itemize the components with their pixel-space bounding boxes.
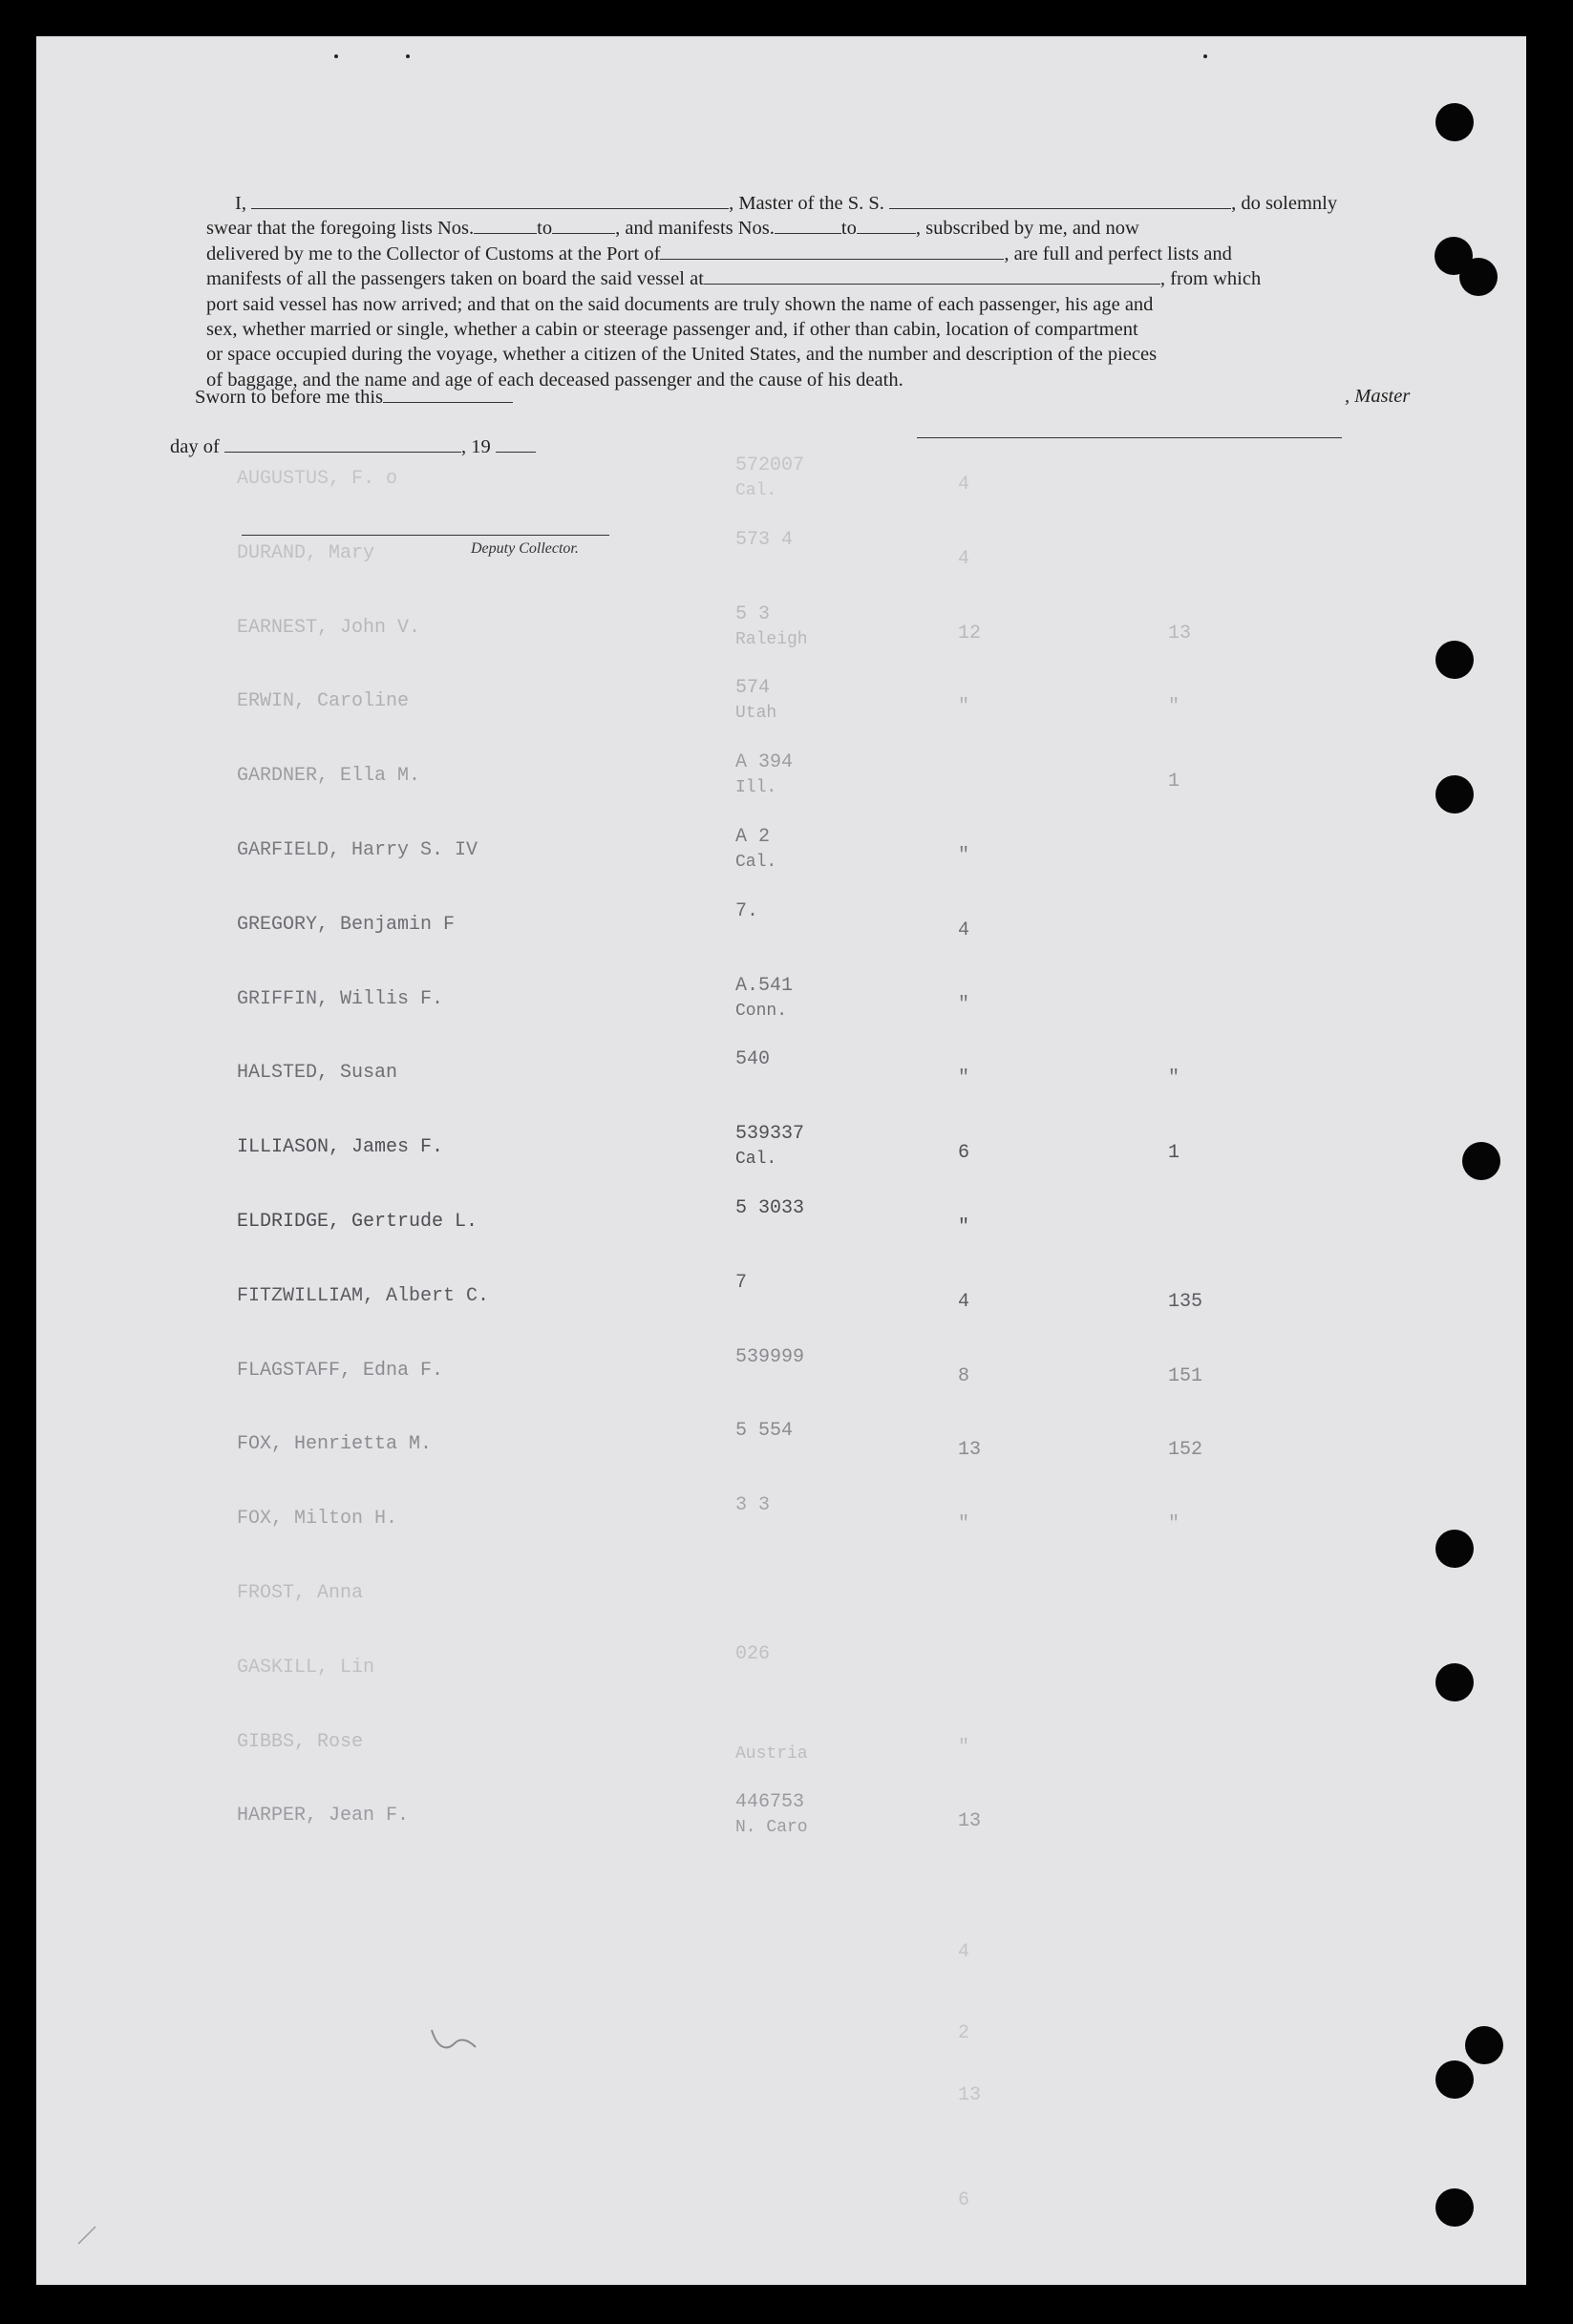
oath-solemnly: , do solemnly (1231, 193, 1338, 214)
faint-count-mark: 13 (958, 2084, 982, 2106)
sworn-before-text (195, 386, 513, 409)
master-label: , Master (1345, 386, 1411, 407)
count-column-1: 13 (958, 1439, 982, 1461)
count-column-2: " (1168, 1513, 1180, 1535)
oath-manifests-of: manifests of all the passengers taken on board the said vessel at (206, 268, 704, 290)
passenger-number: 540 (735, 1048, 771, 1070)
punch-hole-icon (1435, 1530, 1474, 1568)
passenger-name: GRIFFIN, Willis F. (237, 988, 444, 1010)
passenger-name: GARDNER, Ella M. (237, 765, 421, 787)
count-column-1: 4 (958, 474, 970, 496)
sworn-before-label: Sworn to before me this (195, 387, 383, 408)
passenger-place: Cal. (735, 853, 777, 872)
passenger-name: FOX, Henrietta M. (237, 1433, 433, 1455)
master-name-blank[interactable] (251, 192, 729, 209)
oath-i: I, (235, 193, 246, 214)
punch-hole-icon (1459, 258, 1498, 296)
oath-and-manifests: , and manifests Nos. (615, 218, 775, 240)
oath-line-7: or space occupied during the voyage, whether a citizen of the United States, and the number and description of the pieces (206, 344, 1158, 366)
oath-subscribed: , subscribed by me, and now (915, 218, 1139, 240)
stray-mark-icon (74, 2221, 103, 2250)
faint-count-mark: 4 (958, 1941, 970, 1963)
count-column-1: " (958, 994, 970, 1016)
oath-paragraph (206, 191, 1427, 392)
oath-line-6: sex, whether married or single, whether a cabin or steerage passenger and, if other than cabin, location of compartment (206, 319, 1138, 341)
year-prefix: , 19 (460, 436, 491, 457)
passenger-number: A.541 (735, 975, 794, 997)
speck-mark-icon (1203, 54, 1207, 58)
passenger-name: DURAND, Mary (237, 542, 375, 564)
count-column-2: 151 (1168, 1365, 1203, 1387)
passenger-number: 573 4 (735, 529, 794, 551)
passenger-name: HARPER, Jean F. (237, 1805, 410, 1827)
deputy-collector-signature-line[interactable] (242, 535, 609, 536)
punch-hole-icon (1462, 1142, 1500, 1180)
passenger-number: 539999 (735, 1346, 805, 1368)
lists-to-blank[interactable] (552, 217, 615, 234)
count-column-2: 1 (1168, 1142, 1180, 1164)
pen-mark-icon (426, 2022, 483, 2060)
passenger-name: ELDRIDGE, Gertrude L. (237, 1211, 478, 1233)
count-column-2: " (1168, 1067, 1180, 1089)
passenger-name: GASKILL, Lin (237, 1657, 375, 1679)
count-column-1: " (958, 696, 970, 718)
ship-name-blank[interactable] (889, 192, 1231, 209)
count-column-1: " (958, 1216, 970, 1238)
passenger-number: 3 3 (735, 1494, 771, 1516)
passenger-number: 7. (735, 900, 759, 922)
count-column-1: " (958, 1737, 970, 1759)
passenger-name: AUGUSTUS, F. o (237, 468, 398, 490)
passenger-number: A 394 (735, 751, 794, 773)
count-column-1: " (958, 1067, 970, 1089)
passenger-place: Conn. (735, 1002, 788, 1021)
count-column-2: 135 (1168, 1291, 1203, 1313)
sworn-day-blank[interactable] (383, 386, 513, 403)
punch-hole-icon (1435, 1663, 1474, 1701)
month-blank[interactable] (224, 435, 461, 453)
oath-to-2: to (840, 218, 857, 240)
passenger-name: FLAGSTAFF, Edna F. (237, 1360, 444, 1382)
passenger-number: 574 (735, 677, 771, 699)
departure-port-blank[interactable] (704, 267, 1160, 285)
day-of-text (170, 435, 536, 458)
passenger-place: Cal. (735, 1150, 777, 1169)
speck-mark-icon (406, 54, 410, 58)
passenger-name: ERWIN, Caroline (237, 690, 410, 712)
count-column-1: 6 (958, 1142, 970, 1164)
speck-mark-icon (334, 54, 338, 58)
oath-to-1: to (537, 218, 553, 240)
punch-hole-icon (1435, 641, 1474, 679)
count-column-1: 4 (958, 919, 970, 941)
passenger-name: FOX, Milton H. (237, 1508, 398, 1530)
faint-count-mark: 2 (958, 2022, 970, 2044)
oath-line-5: port said vessel has now arrived; and that on the said documents are truly shown the name of each passenger, his age and (206, 293, 1154, 315)
faint-count-mark: 6 (958, 2189, 970, 2211)
passenger-place: Raleigh (735, 630, 808, 649)
oath-delivered: delivered by me to the Collector of Customs at the Port of (206, 243, 661, 264)
count-column-1: 4 (958, 1291, 970, 1313)
count-column-1: 13 (958, 1810, 982, 1832)
passenger-number: A 2 (735, 826, 771, 848)
punch-hole-icon (1435, 2188, 1474, 2227)
oath-are-full: , are full and perfect lists and (1004, 243, 1232, 264)
punch-hole-icon (1465, 2026, 1503, 2064)
passenger-number: 5 3 (735, 603, 771, 625)
count-column-1: " (958, 1513, 970, 1535)
passenger-number: 572007 (735, 454, 805, 476)
count-column-1: " (958, 845, 970, 867)
passenger-number: 026 (735, 1643, 771, 1665)
count-column-2: 13 (1168, 623, 1192, 644)
count-column-1: 8 (958, 1365, 970, 1387)
count-column-2: " (1168, 696, 1180, 718)
master-signature-line[interactable] (917, 437, 1342, 438)
passenger-place: Utah (735, 704, 777, 723)
passenger-name: FITZWILLIAM, Albert C. (237, 1285, 490, 1307)
passenger-number: 7 (735, 1272, 748, 1294)
passenger-number: 539337 (735, 1123, 805, 1145)
manifests-to-blank[interactable] (857, 217, 916, 234)
passenger-number: 5 554 (735, 1420, 794, 1442)
lists-from-blank[interactable] (474, 217, 537, 234)
passenger-name: GREGORY, Benjamin F (237, 914, 456, 936)
count-column-1: 4 (958, 548, 970, 570)
port-blank[interactable] (660, 243, 1004, 260)
punch-hole-icon (1435, 103, 1474, 141)
count-column-2: 1 (1168, 771, 1180, 792)
passenger-place: Ill. (735, 778, 777, 797)
passenger-place: Cal. (735, 481, 777, 500)
oath-master-of: , Master of the S. S. (729, 193, 884, 214)
passenger-name: HALSTED, Susan (237, 1062, 398, 1084)
passenger-name: GIBBS, Rose (237, 1731, 364, 1753)
passenger-name: EARNEST, John V. (237, 617, 421, 639)
oath-line-8: of baggage, and the name and age of each deceased passenger and the cause of his death. (206, 369, 903, 391)
manifest-page (36, 36, 1526, 2285)
passenger-name: GARFIELD, Harry S. IV (237, 839, 478, 861)
day-of-label: day of (170, 436, 220, 457)
year-blank[interactable] (496, 435, 536, 453)
count-column-1: 12 (958, 623, 982, 644)
punch-hole-icon (1435, 775, 1474, 813)
deputy-collector-label: Deputy Collector. (471, 540, 579, 557)
passenger-place: N. Caro (735, 1818, 808, 1837)
punch-hole-icon (1435, 2060, 1474, 2099)
passenger-name: FROST, Anna (237, 1582, 364, 1604)
oath-from-which: , from which (1159, 268, 1262, 290)
oath-swear: swear that the foregoing lists Nos. (206, 218, 475, 240)
passenger-place: Austria (735, 1744, 808, 1764)
passenger-number: 5 3033 (735, 1197, 805, 1219)
passenger-name: ILLIASON, James F. (237, 1136, 444, 1158)
manifests-from-blank[interactable] (775, 217, 841, 234)
passenger-number: 446753 (735, 1791, 805, 1813)
count-column-2: 152 (1168, 1439, 1203, 1461)
